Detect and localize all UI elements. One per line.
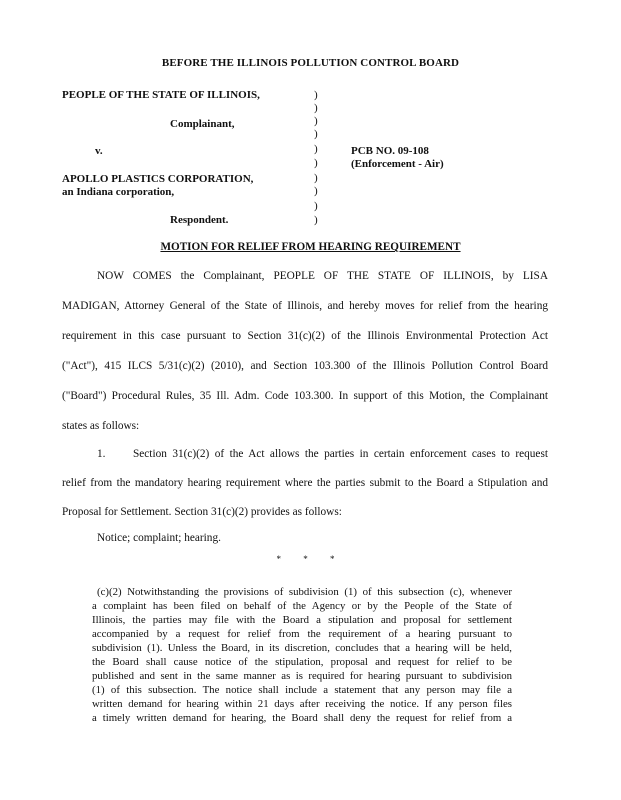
caption-paren: ) xyxy=(314,172,318,184)
statute-subheading: Notice; complaint; hearing. xyxy=(97,532,221,544)
caption-paren: ) xyxy=(314,128,318,140)
quote-line: a timely written demand for hearing, the Board shall deny the request for relief from a xyxy=(92,712,512,724)
defendant-role: Respondent. xyxy=(170,214,229,226)
body-line: ("Board") Procedural Rules, 35 Ill. Adm. Code 103.300. In support of this Motion, the Complainant xyxy=(62,390,548,402)
plaintiff-role: Complainant, xyxy=(170,118,235,130)
quote-line: Illinois, the parties may file with the Board a stipulation and proposal for settlement xyxy=(92,614,512,626)
defendant-description: an Indiana corporation, xyxy=(62,186,175,198)
quote-line: accompanied by a request for relief from the requirement of a hearing pursuant to xyxy=(92,628,512,640)
motion-title: MOTION FOR RELIEF FROM HEARING REQUIREMENT xyxy=(160,241,461,253)
caption-paren: ) xyxy=(314,115,318,127)
versus-label: v. xyxy=(95,145,103,157)
plaintiff-name: PEOPLE OF THE STATE OF ILLINOIS, xyxy=(62,89,260,101)
body-line: Section 31(c)(2) of the Act allows the parties in certain enforcement cases to request xyxy=(133,448,548,460)
quote-line: (1) of this subsection. The notice shall include a statement that any person may file a xyxy=(92,684,512,696)
caption-paren: ) xyxy=(314,200,318,212)
body-line: MADIGAN, Attorney General of the State of Illinois, and hereby moves for relief from the hearing xyxy=(62,300,548,312)
quote-line: the Board shall cause notice of the stipulation, proposal and request for relief to be xyxy=(92,656,512,668)
paragraph-number: 1. xyxy=(97,448,106,460)
body-line: requirement in this case pursuant to Section 31(c)(2) of the Illinois Environmental Protection Act xyxy=(62,330,548,342)
body-line: states as follows: xyxy=(62,420,140,432)
caption-paren: ) xyxy=(314,214,318,226)
body-line: NOW COMES the Complainant, PEOPLE OF THE STATE OF ILLINOIS, by LISA xyxy=(97,270,548,282)
body-line: ("Act"), 415 ILCS 5/31(c)(2) (2010), and Section 103.300 of the Illinois Pollution Control Board xyxy=(62,360,548,372)
caption-paren: ) xyxy=(314,143,318,155)
ellipsis-stars: * * * xyxy=(276,554,345,564)
board-heading: BEFORE THE ILLINOIS POLLUTION CONTROL BOARD xyxy=(161,57,460,69)
caption-paren: ) xyxy=(314,185,318,197)
quote-line: published and sent in the same manner as is required for hearing pursuant to subdivision xyxy=(92,670,512,682)
caption-paren: ) xyxy=(314,157,318,169)
case-number: PCB NO. 09-108 xyxy=(351,145,429,157)
defendant-name: APOLLO PLASTICS CORPORATION, xyxy=(62,173,254,185)
caption-paren: ) xyxy=(314,102,318,114)
quote-line: subdivision (1). Unless the Board, in its discretion, concludes that a hearing will be held, xyxy=(92,642,512,654)
body-line: Proposal for Settlement. Section 31(c)(2) provides as follows: xyxy=(62,506,342,518)
body-line: relief from the mandatory hearing requirement where the parties submit to the Board a Stipulation and xyxy=(62,477,548,489)
caption-paren: ) xyxy=(314,89,318,101)
quote-line: (c)(2) Notwithstanding the provisions of subdivision (1) of this subsection (c), whenever xyxy=(97,586,512,598)
case-type: (Enforcement - Air) xyxy=(351,158,444,170)
quote-line: written demand for hearing within 21 days after receiving the notice. If any person files xyxy=(92,698,512,710)
quote-line: a complaint has been filed on behalf of the Agency or by the People of the State of xyxy=(92,600,512,612)
